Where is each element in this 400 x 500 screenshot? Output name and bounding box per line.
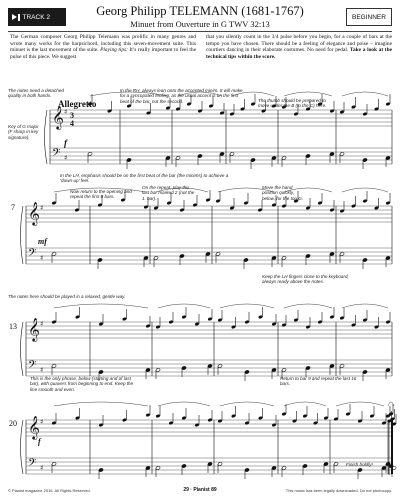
slur	[54, 402, 148, 406]
dynamic-forte: f	[64, 138, 67, 148]
note-return-bar9: Return to bar 9 and repeat the last 16 bars.	[280, 376, 357, 387]
slur	[336, 402, 384, 406]
sharp-icon: ♯	[40, 366, 44, 374]
bass-clef-icon: 𝄢	[28, 359, 37, 374]
bass-clef-icon: 𝄢	[28, 247, 37, 262]
slur	[284, 304, 332, 308]
sharp-icon: ♯	[64, 108, 68, 116]
slur	[284, 402, 326, 406]
time-signature: 3	[70, 111, 74, 120]
slur	[342, 304, 388, 308]
intro-left-text: The German composer Georg Philipp Telemann was prolific in many genres and wrote many works for the harpsichord, including this seven-movement suite. This minuet is the last movement of the suite.	[10, 34, 196, 54]
intro-right-bold: Take a look at the technical tips within the score.	[206, 47, 392, 60]
note-accented-minim: In the RH, always lean onto the accented minim. It will make for a syncopated feeling, as the usual accent is on the first beat of the bar, not the second.	[120, 88, 243, 104]
brace	[45, 110, 48, 164]
measure-number-13: 13	[9, 322, 17, 331]
sharp-icon: ♯	[40, 254, 44, 262]
time-signature: 4	[70, 119, 74, 128]
treble-clef-icon: 𝄞	[28, 415, 40, 439]
note-repeat-bar: On the repeat, play this last bar marked 2 (not the 1. bar).	[142, 185, 195, 201]
slur	[158, 402, 210, 406]
note-quaver-phrase: This is the only phrase, below (starting and of last bar), with quavers from beginning to end. Keep the line smooth and even.	[30, 376, 134, 392]
intro-left-tip: It’s really important to feel the pulse of this piece. We suggest	[10, 47, 196, 60]
slur	[220, 304, 274, 308]
note-relaxed: The notes here should be played in a relaxed, gentle way.	[8, 294, 126, 299]
level-badge: BEGINNER	[346, 8, 392, 26]
intro-right-text: that you silently count in the 3/4 pulse before you begin, for a couple of bars at the tempo you have chosen. There should be a feeling of elegance and poise – imagine courtiers dancing in their elaborate costumes. No need for pedal.	[206, 34, 392, 54]
note-lh-fingers: Keep the LH fingers close to the keyboard, always ready above the notes.	[262, 274, 349, 285]
sharp-icon: ♯	[40, 320, 44, 328]
slur	[220, 402, 274, 406]
note-lh-emphasis: In the LH, emphasis should be on the first beat of the bar (the minims) to achieve a ‘down-up’ feel.	[60, 173, 229, 184]
note-finish-boldly: Finish boldly!	[346, 462, 373, 467]
brace	[21, 322, 24, 376]
sharp-icon: ♯	[40, 418, 44, 426]
footer-copyright: © Pianist magazine 2016. All Rights Reserved.	[8, 488, 91, 493]
intro-left-label: Playing tips:	[100, 47, 128, 54]
bass-clef-icon: 𝄢	[28, 457, 37, 472]
treble-clef-icon: 𝄞	[52, 105, 64, 129]
dynamic-mezzoforte: mf	[38, 237, 47, 246]
piece-title: Georg Philipp TELEMANN (1681-1767)	[96, 4, 304, 18]
note-thumb-under: The thumb should be prepared to move under the B (to the C) here.	[258, 98, 327, 109]
piece-subtitle: Minuet from Ouverture in G TWV 32:13	[130, 19, 270, 29]
slur	[158, 304, 210, 308]
slur	[342, 92, 388, 96]
tempo-marking: Allegretto	[58, 99, 97, 109]
page-number: 29 · Pianist 89	[183, 487, 217, 493]
measure-number-20: 20	[9, 419, 17, 428]
bass-clef-icon: 𝄢	[52, 147, 61, 162]
note-detached: The notes need a detached quality in both hands.	[8, 88, 64, 99]
sharp-icon: ♯	[40, 464, 44, 472]
sharp-icon: ♯	[64, 154, 68, 162]
treble-clef-icon: 𝄞	[28, 201, 40, 225]
slur	[284, 92, 332, 96]
brace	[21, 420, 24, 474]
brace	[21, 206, 24, 264]
footer-notice: This music has been legally downloaded. Do not photocopy.	[285, 488, 392, 493]
slur	[54, 304, 148, 308]
measure-number-7: 7	[11, 203, 15, 212]
sharp-icon: ♯	[40, 204, 44, 212]
note-return-opening: Now return to the opening and repeat the first 8 bars.	[70, 189, 132, 200]
dynamic-forte-end: f	[38, 437, 41, 446]
track-label: TRACK 2	[22, 13, 50, 21]
note-hand-position: Move the hand position quickly, below, for the top G.	[262, 185, 304, 201]
treble-clef-icon: 𝄞	[28, 317, 40, 341]
note-key-signature: Key of G major (F sharp in key signature).	[8, 124, 39, 140]
slur	[342, 188, 388, 192]
